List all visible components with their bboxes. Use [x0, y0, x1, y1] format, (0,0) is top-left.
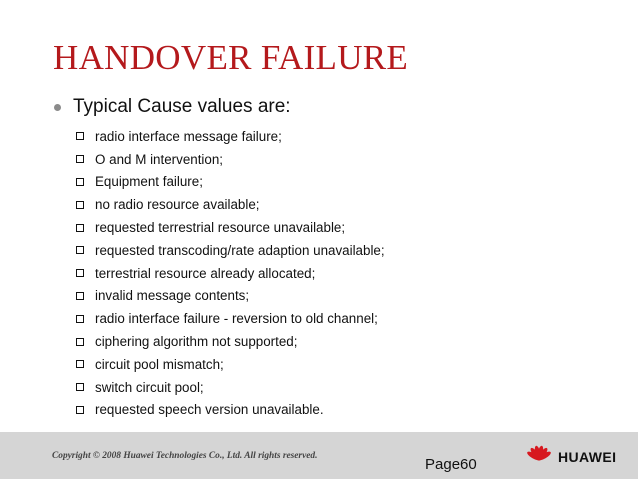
- list-item: [76, 330, 385, 353]
- list-item: [76, 307, 385, 330]
- slide-subtitle: Typical Cause values are:: [73, 96, 291, 117]
- dot-bullet-icon: [54, 104, 61, 111]
- list-item-text: terrestrial resource already allocated;: [95, 265, 316, 281]
- slide-title: HANDOVER FAILURE: [53, 38, 409, 77]
- list-item-text: requested speech version unavailable.: [95, 402, 324, 418]
- main-bullet-row: [54, 96, 291, 118]
- list-item-text: no radio resource available;: [95, 197, 260, 213]
- square-bullet-icon: [76, 315, 84, 323]
- square-bullet-icon: [76, 292, 84, 300]
- square-bullet-icon: [76, 224, 84, 232]
- list-item: [76, 193, 385, 216]
- list-item: [76, 399, 385, 422]
- slide-footer: [0, 432, 638, 479]
- list-item: [76, 148, 385, 171]
- square-bullet-icon: [76, 201, 84, 209]
- logo-text: HUAWEI: [558, 449, 617, 465]
- list-item-text: invalid message contents;: [95, 288, 250, 304]
- square-bullet-icon: [76, 269, 84, 277]
- list-item: [76, 216, 385, 239]
- list-item-text: ciphering algorithm not supported;: [95, 334, 298, 350]
- square-bullet-icon: [76, 155, 84, 163]
- list-item-text: Equipment failure;: [95, 174, 203, 190]
- list-item: [76, 239, 385, 262]
- list-item: [76, 171, 385, 194]
- list-item: [76, 125, 385, 148]
- square-bullet-icon: [76, 132, 84, 140]
- square-bullet-icon: [76, 406, 84, 414]
- list-item: [76, 285, 385, 308]
- square-bullet-icon: [76, 338, 84, 346]
- list-item-text: radio interface failure - reversion to old channel;: [95, 311, 378, 327]
- square-bullet-icon: [76, 178, 84, 186]
- list-item: [76, 262, 385, 285]
- list-item: [76, 376, 385, 399]
- huawei-logo: [524, 445, 616, 469]
- huawei-petal-logo-icon: [524, 445, 554, 469]
- square-bullet-icon: [76, 383, 84, 391]
- list-item-text: requested terrestrial resource unavailable;: [95, 220, 346, 236]
- square-bullet-icon: [76, 246, 84, 254]
- list-item-text: O and M intervention;: [95, 151, 224, 167]
- list-item-text: requested transcoding/rate adaption unavailable;: [95, 242, 385, 258]
- list-item-text: switch circuit pool;: [95, 379, 204, 395]
- list-item: [76, 353, 385, 376]
- square-bullet-icon: [76, 360, 84, 368]
- copyright-text: Copyright © 2008 Huawei Technologies Co., Ltd. All rights reserved.: [52, 451, 318, 461]
- page-number: Page60: [425, 456, 477, 473]
- list-item-text: radio interface message failure;: [95, 128, 282, 144]
- list-item-text: circuit pool mismatch;: [95, 356, 224, 372]
- cause-list: [76, 125, 385, 421]
